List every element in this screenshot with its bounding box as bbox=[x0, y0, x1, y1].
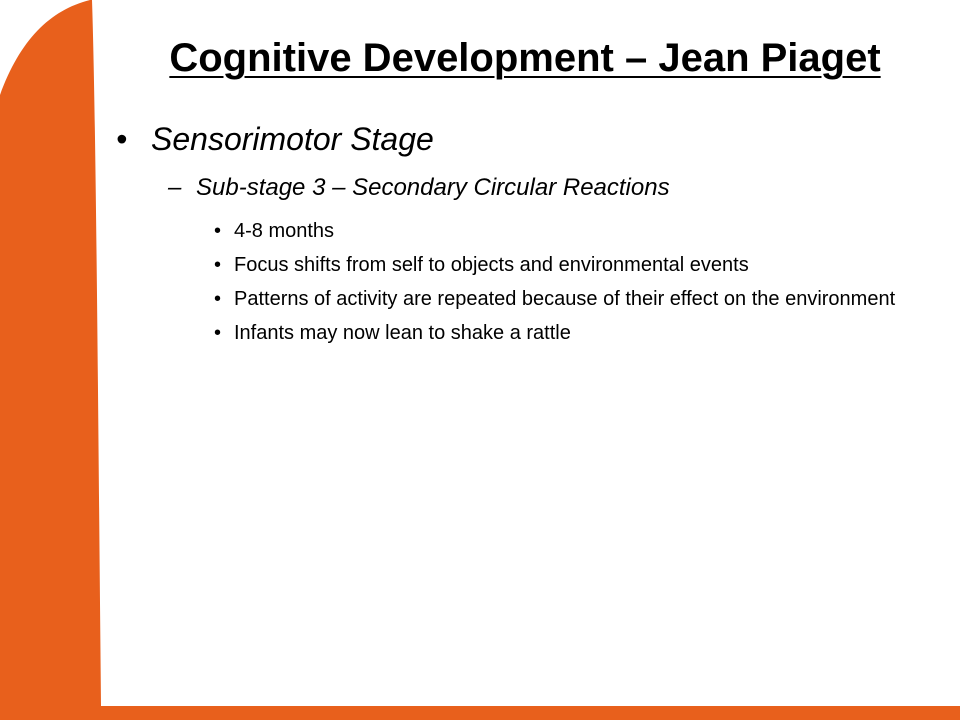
list-item bbox=[214, 219, 934, 243]
sub-bullet-list bbox=[214, 219, 934, 355]
slide-title: Cognitive Development – Jean Piaget bbox=[169, 36, 881, 80]
bullet-mark: • bbox=[214, 288, 222, 310]
bullet-mark: • bbox=[116, 121, 128, 157]
list-item bbox=[214, 253, 934, 277]
dash-mark: – bbox=[168, 174, 182, 201]
bullet-text: Patterns of activity are repeated because of their effect on the environment bbox=[234, 288, 896, 310]
bullet-text: Sensorimotor Stage bbox=[151, 121, 434, 157]
list-item bbox=[214, 287, 934, 311]
bullet-text: Sub-stage 3 – Secondary Circular Reactions bbox=[196, 174, 670, 201]
bullet-mark: • bbox=[214, 254, 222, 276]
bullet-level1 bbox=[116, 121, 434, 158]
list-item bbox=[214, 321, 934, 345]
bullet-mark: • bbox=[214, 322, 222, 344]
bullet-text: Focus shifts from self to objects and environmental events bbox=[234, 254, 749, 276]
bullet-text: 4-8 months bbox=[234, 220, 335, 242]
bullet-mark: • bbox=[214, 220, 222, 242]
bullet-text: Infants may now lean to shake a rattle bbox=[234, 322, 571, 344]
bullet-level2 bbox=[168, 174, 670, 202]
